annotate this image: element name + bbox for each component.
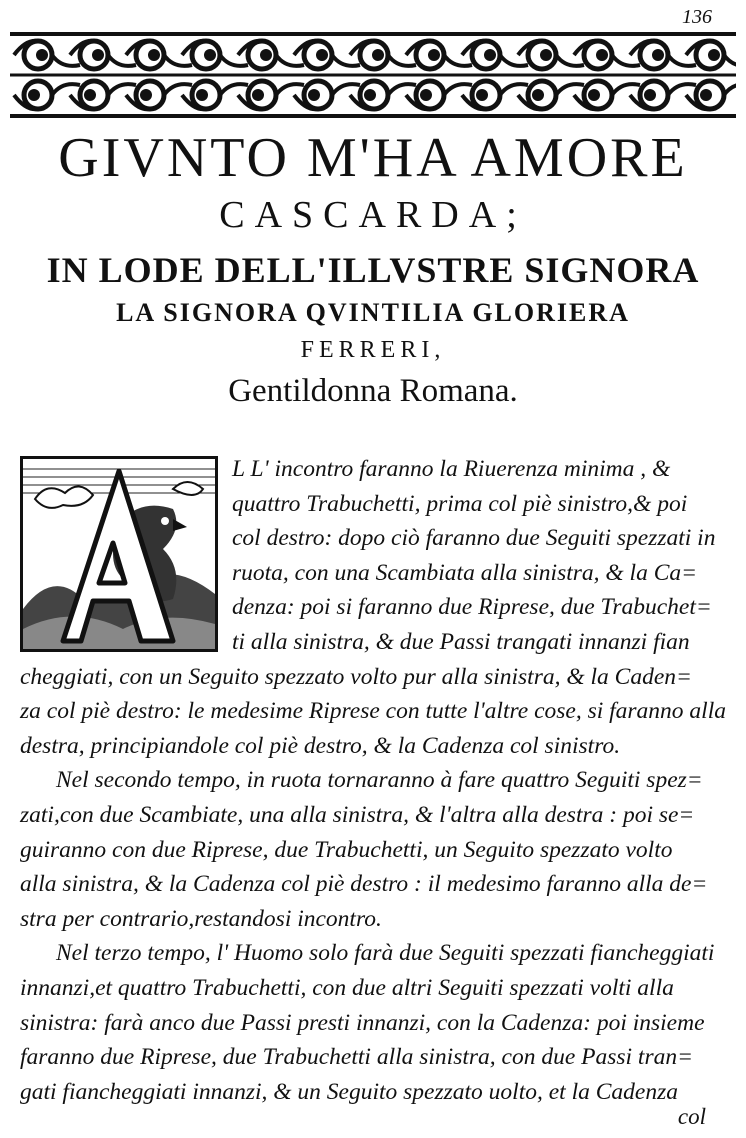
text-line: zati,con due Scambiate, una alla sinistra, & l'altra alla destra : poi se= [20, 801, 695, 828]
text-line: Nel terzo tempo, l' Huomo solo farà due Seguiti spezzati fiancheggiati [56, 940, 715, 967]
text-line: ruota, con una Scambiata alla sinistra, & la Ca= [232, 559, 697, 586]
text-line: ti alla sinistra, & due Passi trangati innanzi fian [232, 628, 690, 655]
text-line: sinistra: farà anco due Passi presti innanzi, con la Cadenza: poi insieme [20, 1009, 705, 1036]
eagle-landscape-illustration [23, 459, 215, 649]
dance-type-heading: CASCARDA; [219, 194, 527, 236]
dedicatee-surname: FERRERI, [300, 337, 446, 363]
text-line: quattro Trabuchetti, prima col piè sinistro,& poi [232, 490, 688, 517]
text-line: guiranno con due Riprese, due Trabuchetti, un Seguito spezzato volto [20, 836, 673, 863]
text-line: za col piè destro: le medesime Riprese con tutte l'altre cose, si faranno alla [20, 698, 726, 725]
text-line: Nel secondo tempo, in ruota tornaranno à fare quattro Seguiti spez= [56, 767, 703, 794]
text-line: innanzi,et quattro Trabuchetti, con due altri Seguiti spezzati volti alla [20, 974, 674, 1001]
text-line: denza: poi si faranno due Riprese, due Trabuchet= [232, 594, 712, 621]
page-number: 136 [682, 6, 712, 28]
dedication-heading: IN LODE DELL'ILLVSTRE SIGNORA [46, 250, 700, 290]
dedicatee-rank: Gentildonna Romana. [228, 373, 518, 409]
text-line: cheggiati, con un Seguito spezzato volto pur alla sinistra, & la Caden= [20, 663, 692, 690]
woodcut-ornament-band [10, 32, 736, 118]
scroll-ornament-graphic [10, 36, 736, 114]
text-line: gati fiancheggiati innanzi, & un Seguito spezzato uolto, et la Cadenza [20, 1078, 678, 1105]
text-line: stra per contrario,restandosi incontro. [20, 905, 382, 932]
text-line: faranno due Riprese, due Trabuchetti alla sinistra, con due Passi tran= [20, 1044, 693, 1071]
illuminated-initial [20, 456, 218, 652]
dedicatee-name: LA SIGNORA QVINTILIA GLORIERA [116, 298, 630, 327]
page-title: GIVNTO M'HA AMORE [58, 127, 688, 189]
text-line: L L' incontro faranno la Riuerenza minima , & [232, 456, 671, 482]
text-line: alla sinistra, & la Cadenza col piè destro : il medesimo faranno alla de= [20, 871, 708, 898]
text-line: destra, principiandole col piè destro, & la Cadenza col sinistro. [20, 732, 621, 759]
catchword: col [677, 1104, 706, 1129]
text-line: col destro: dopo ciò faranno due Seguiti spezzati in [232, 525, 716, 552]
